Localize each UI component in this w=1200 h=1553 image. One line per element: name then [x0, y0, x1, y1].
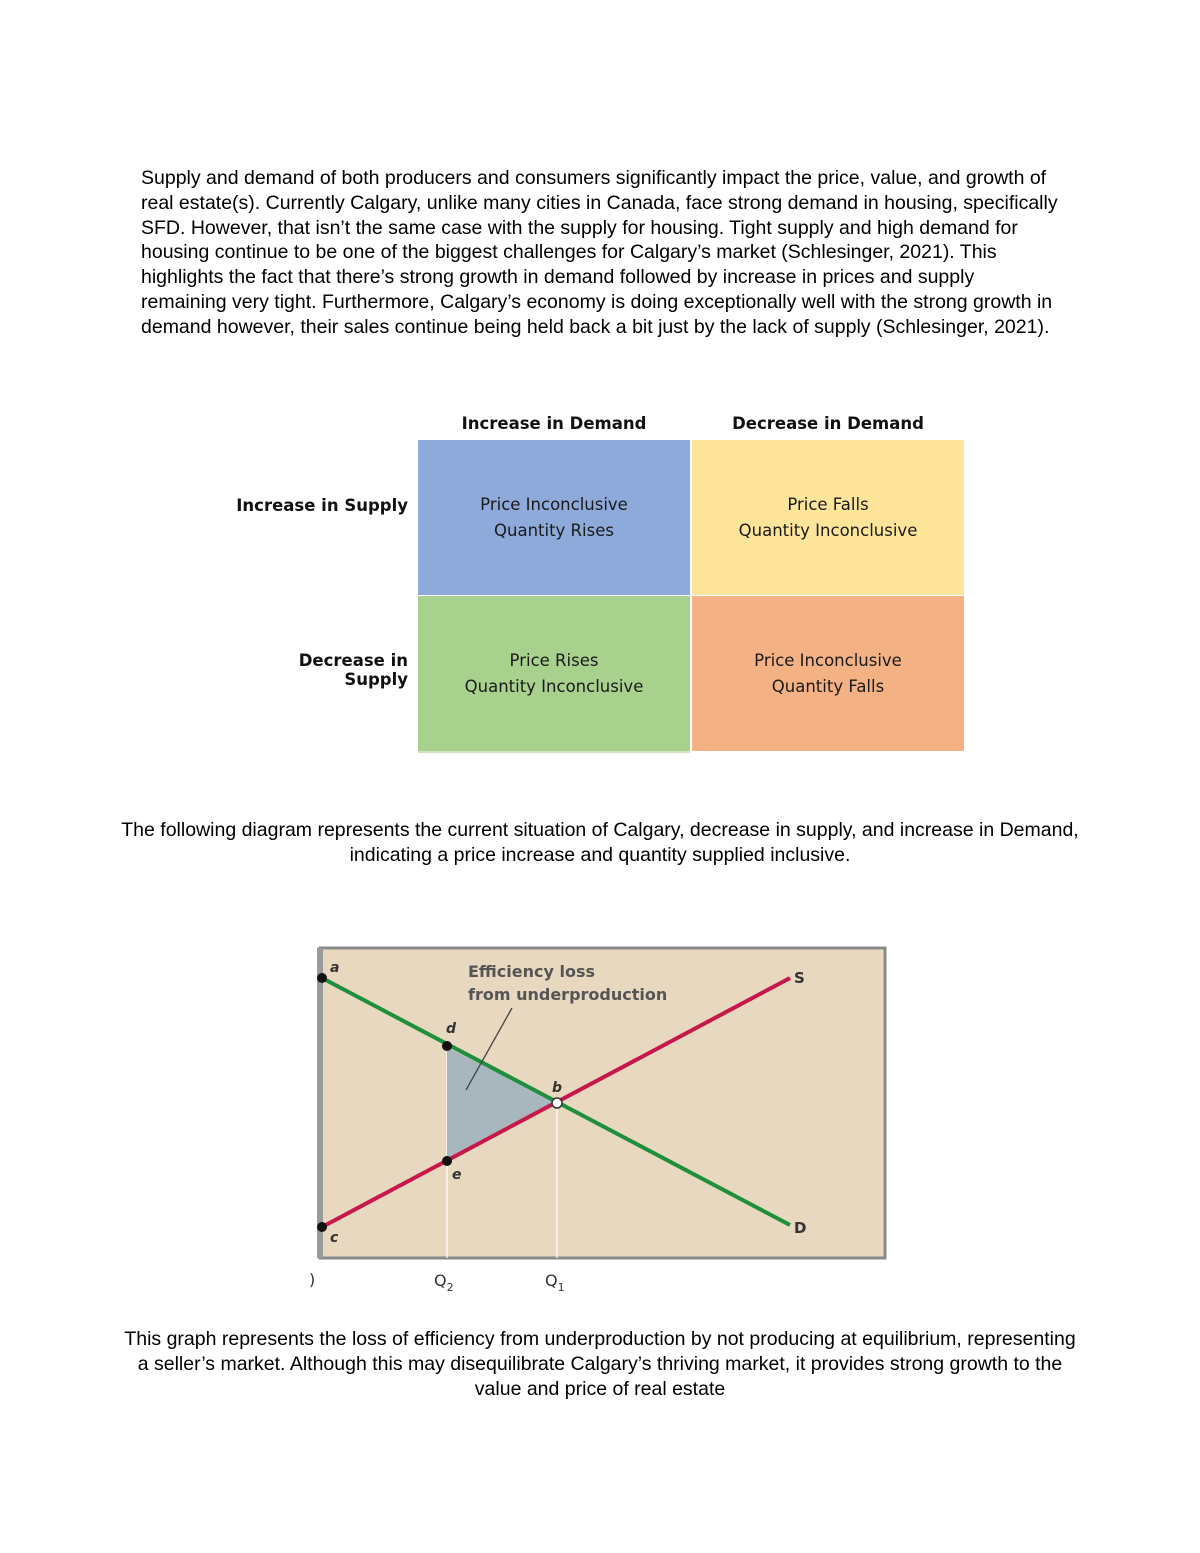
label-a: a [330, 960, 340, 976]
label-b: b [552, 1080, 563, 1096]
diagram-caption: The following diagram represents the current situation of Calgary, decrease in supply, and increase in Demand, indicating a price increase and quantity supplied inclusive. [121, 819, 1079, 866]
q2-label: $Q_2$ [434, 1271, 454, 1294]
row-header-decrease-supply: Decrease in Supply [298, 651, 408, 689]
point-b [552, 1098, 562, 1108]
cell-price-text: Price Rises [509, 650, 599, 670]
cell-quantity-text: Quantity Inconclusive [738, 520, 918, 540]
supply-demand-matrix [230, 410, 970, 755]
label-c: c [330, 1230, 339, 1246]
supply-label: S [794, 969, 805, 987]
cell-quantity-text: Quantity Rises [494, 520, 614, 540]
annotation-line-1: Efficiency loss [468, 962, 595, 981]
cell-price-text: Price Inconclusive [754, 650, 902, 670]
matrix-cell-increase-supply-increase-demand [418, 440, 690, 595]
point-d [442, 1041, 452, 1051]
label-d: d [446, 1021, 457, 1037]
q1-label: $Q_1$ [545, 1271, 565, 1294]
cell-quantity-text: Quantity Inconclusive [464, 676, 644, 696]
point-a [317, 973, 327, 983]
annotation-line-2: from underproduction [468, 985, 668, 1004]
efficiency-loss-graph [300, 940, 900, 1300]
col-header-increase-demand: Increase in Demand [461, 414, 647, 433]
row-header-increase-supply: Increase in Supply [236, 496, 408, 515]
col-header-decrease-demand: Decrease in Demand [732, 414, 924, 433]
point-c [317, 1222, 327, 1232]
matrix-cell-decrease-supply-increase-demand [418, 596, 690, 753]
origin-label: ) [309, 1270, 316, 1289]
label-e: e [452, 1167, 462, 1183]
matrix-cell-increase-supply-decrease-demand [692, 440, 964, 595]
point-e [442, 1156, 452, 1166]
cell-quantity-text: Quantity Falls [771, 676, 885, 696]
cell-price-text: Price Inconclusive [480, 494, 628, 514]
matrix-cell-decrease-supply-decrease-demand [692, 596, 964, 751]
cell-price-text: Price Falls [787, 494, 869, 514]
intro-paragraph: Supply and demand of both producers and consumers significantly impact the price, value, and growth of real estate(s). Currently Calgary, unlike many cities in Canada, face strong demand in housing, specifically SFD. However, that isn’t the same case with the supply for housing. Tight supply and high demand for housing continue to be one of the biggest challenges for Calgary’s market (Schlesinger, 2021). This highlights the fact that there’s strong growth in demand followed by increase in prices and supply remaining very tight. Furthermore, Calgary’s economy is doing exceptionally well with the strong growth in demand however, their sales continue being held back a bit just by the lack of supply (Schlesinger, 2021). [141, 167, 1058, 338]
graph-caption: This graph represents the loss of efficiency from underproduction by not producing at equilibrium, representing a seller’s market. Although this may disequilibrate Calgary’s thriving market, it provides strong growth to the value and price of real estate [124, 1328, 1076, 1400]
demand-label: D [794, 1219, 807, 1237]
